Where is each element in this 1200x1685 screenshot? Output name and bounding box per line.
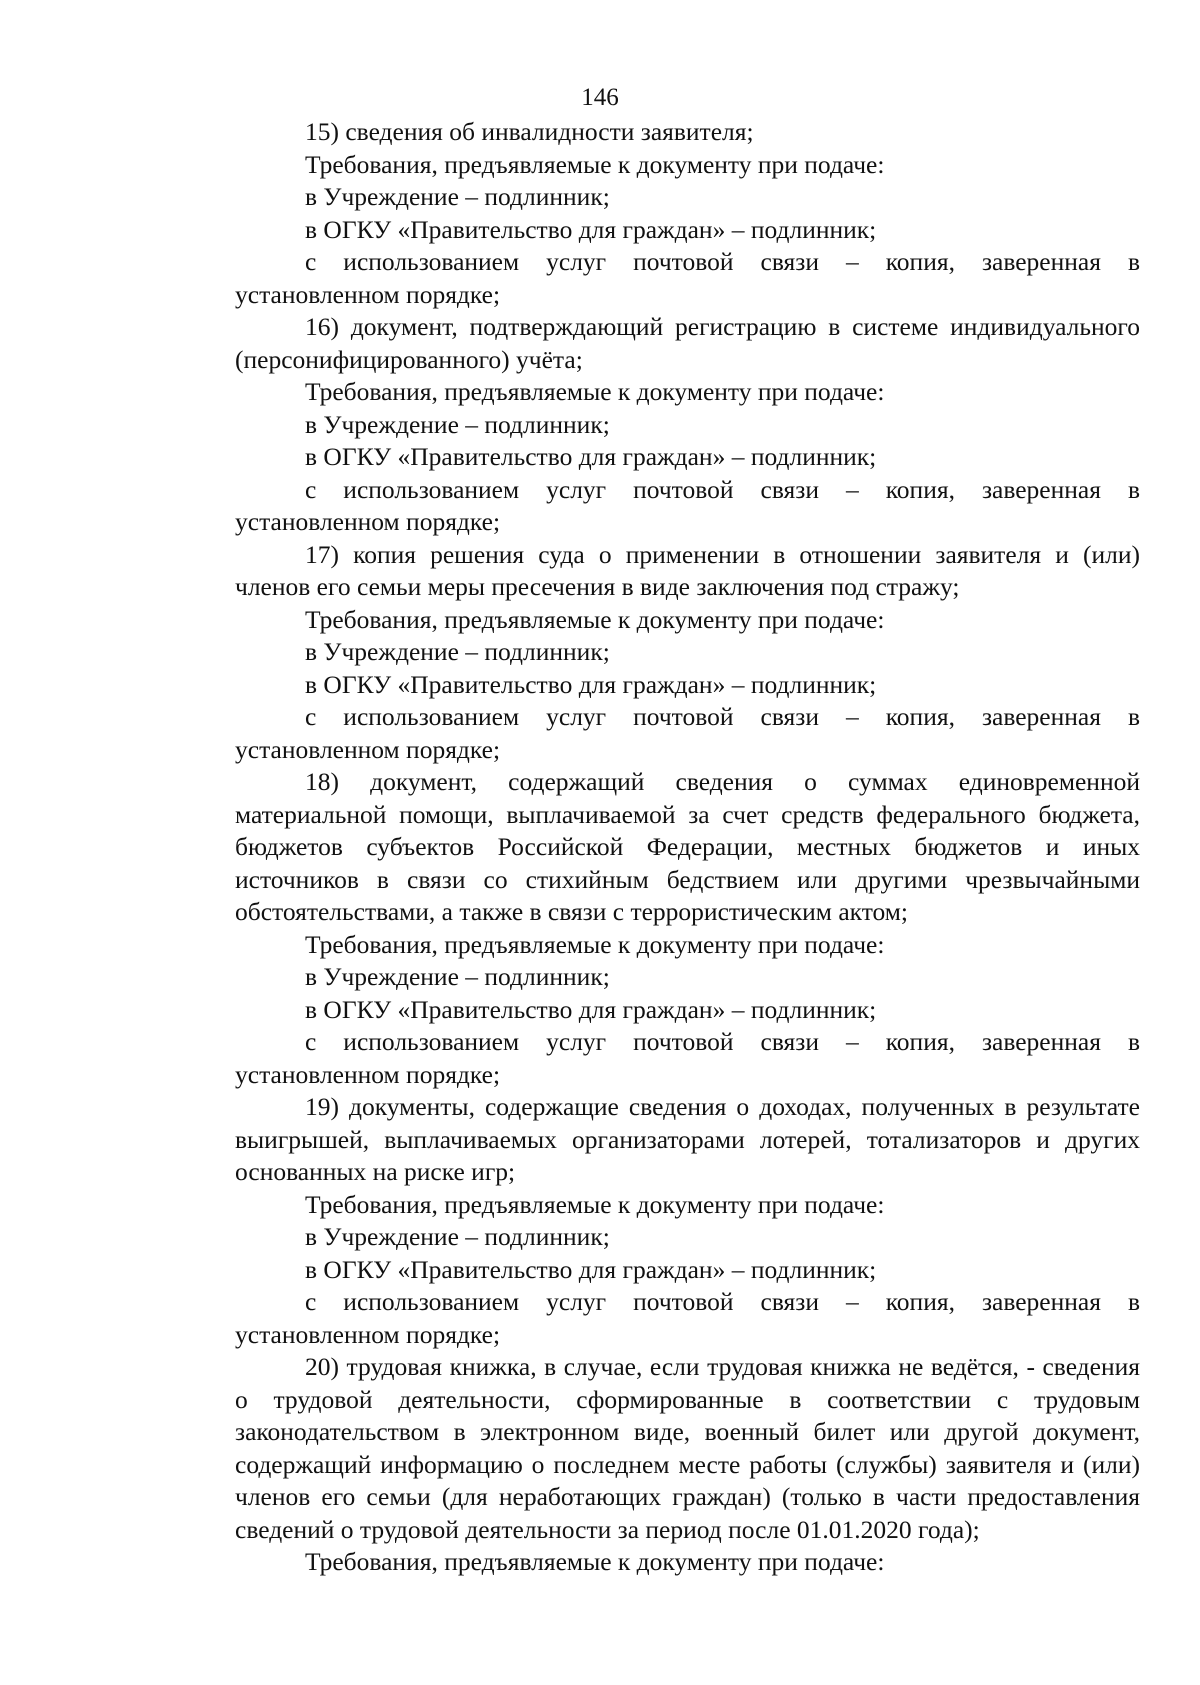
paragraph: с использованием услуг почтовой связи – копия, заверенная в установленном порядке; [235, 1027, 1140, 1089]
paragraph: 20) трудовая книжка, в случае, если трудовая книжка не ведётся, - сведения о трудовой деятельности, сформированные в соответствии с трудовым законодательством в электронном виде, военный билет или другой документ, содержащий информацию о последнем месте работы (службы) заявителя и (или) членов его семьи (для неработающих граждан) (только в части предоставления сведений о трудовой деятельности за период после 01.01.2020 года); [235, 1352, 1140, 1544]
paragraph: Требования, предъявляемые к документу при подаче: [305, 1189, 885, 1219]
paragraph: 15) сведения об инвалидности заявителя; [305, 117, 754, 146]
paragraph: 19) документы, содержащие сведения о доходах, полученных в результате выигрышей, выплачиваемых организаторами лотерей, тотализаторов и других основанных на риске игр; [235, 1092, 1140, 1186]
paragraph: 16) документ, подтверждающий регистрацию в системе индивидуального (персонифицированного) учёта; [235, 312, 1140, 374]
document-body [235, 116, 1140, 1579]
paragraph: в ОГКУ «Правительство для граждан» – подлинник; [305, 669, 877, 699]
paragraph: 17) копия решения суда о применении в отношении заявителя и (или) членов его семьи меры пресечения в виде заключения под стражу; [235, 539, 1140, 601]
paragraph: в Учреждение – подлинник; [305, 409, 610, 439]
page-number: 146 [581, 84, 619, 111]
paragraph: в Учреждение – подлинник; [305, 637, 610, 666]
paragraph: Требования, предъявляемые к документу при подаче: [305, 377, 885, 406]
paragraph: Требования, предъявляемые к документу при подаче: [305, 149, 885, 179]
paragraph: в Учреждение – подлинник; [305, 182, 610, 211]
paragraph: Требования, предъявляемые к документу при подаче: [305, 604, 885, 634]
paragraph: Требования, предъявляемые к документу при подаче: [305, 929, 885, 959]
paragraph: с использованием услуг почтовой связи – копия, заверенная в установленном порядке; [235, 247, 1140, 309]
paragraph: в ОГКУ «Правительство для граждан» – подлинник; [305, 994, 877, 1024]
paragraph: с использованием услуг почтовой связи – копия, заверенная в установленном порядке; [235, 1287, 1140, 1349]
paragraph: в Учреждение – подлинник; [305, 1222, 610, 1251]
paragraph: в ОГКУ «Правительство для граждан» – подлинник; [305, 1254, 877, 1284]
paragraph: с использованием услуг почтовой связи – копия, заверенная в установленном порядке; [235, 702, 1140, 764]
paragraph: Требования, предъявляемые к документу при подаче: [305, 1547, 885, 1576]
paragraph: в Учреждение – подлинник; [305, 962, 610, 991]
paragraph: 18) документ, содержащий сведения о суммах единовременной материальной помощи, выплачиваемой за счет средств федерального бюджета, бюджетов субъектов Российской Федерации, местных бюджетов и иных источников в связи со стихийным бедствием или другими чрезвычайными обстоятельствами, а также в связи с террористическим актом; [235, 767, 1140, 926]
paragraph: в ОГКУ «Правительство для граждан» – подлинник; [305, 214, 877, 244]
paragraph: с использованием услуг почтовой связи – копия, заверенная в установленном порядке; [235, 474, 1140, 536]
paragraph: в ОГКУ «Правительство для граждан» – подлинник; [305, 442, 877, 471]
